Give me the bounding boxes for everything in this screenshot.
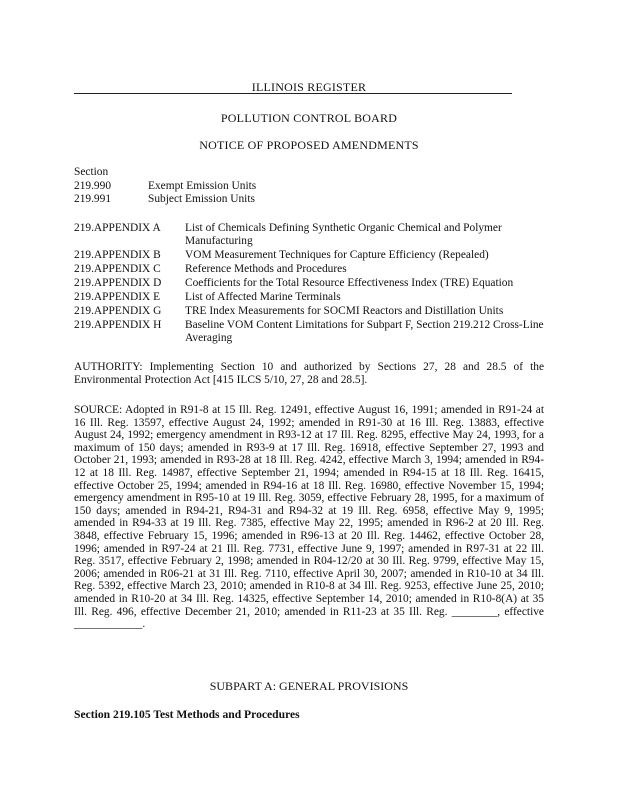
toc-appendix-number: 219.APPENDIX G (74, 305, 162, 317)
notice-title: NOTICE OF PROPOSED AMENDMENTS (199, 138, 419, 152)
toc-appendix-title: VOM Measurement Techniques for Capture Efficiency (Repealed) (185, 249, 489, 261)
toc-section-title: Subject Emission Units (148, 193, 255, 205)
toc-appendix-title: List of Affected Marine Terminals (185, 291, 341, 303)
source-paragraph: SOURCE: Adopted in R91-8 at 15 Ill. Reg. 12491, effective August 16, 1991; amended in R91-24 at 16 Ill. Reg. 13597, effective August 24, 1992; amended in R91-30 at 16 Ill. Reg. 13883, effective August 24, 1992; emergency amendment in R93-12 at 17 Ill. Reg. 8295, effective May 24, 1993, for a maximum of 150 days; amended in R93-9 at 17 Ill. Reg. 16918, effective September 27, 1993 and October 21, 1993; amended in R93-28 at 18 Ill. Reg. 4242, effective March 3, 1994; amended in R94-12 at 18 Ill. Reg. 14987, effective September 21, 1994; amended in R94-15 at 18 Ill. Reg. 16415, effective October 25, 1994; amended in R94-16 at 18 Ill. Reg. 16980, effective November 15, 1994; emergency amendment in R95-10 at 19 Ill. Reg. 3059, effective February 28, 1995, for a maximum of 150 days; amended in R94-21, R94-31 and R94-32 at 19 Ill. Reg. 6958, effective May 9, 1995; amended in R94-33 at 19 Ill. Reg. 7385, effective May 22, 1995; amended in R96-2 at 20 Ill. Reg. 3848, effective February 15, 1996; amended in R96-13 at 20 Ill. Reg. 14462, effective October 28, 1996; amended in R97-24 at 21 Ill. Reg. 7731, effective June 9, 1997; amended in R97-31 at 22 Ill. Reg. 3517, effective February 2, 1998; amended in R04-12/20 at 30 Ill. Reg. 9799, effective May 15, 2006; amended in R06-21 at 31 Ill. Reg. 7110, effective April 30, 2007; amended in R10-10 at 34 Ill. Reg. 5392, effective March 23, 2010; amended in R10-8 at 34 Ill. Reg. 9253, effective June 25, 2010; amended in R10-20 at 34 Ill. Reg. 14325, effective September 14, 2010; amended in R10-8(A) at 35 Ill. Reg. 496, effective December 21, 2010; amended in R11-23 at 35 Ill. Reg. ________, effective ____________. (74, 404, 544, 631)
toc-appendix-title: List of Chemicals Defining Synthetic Organic Chemical and Polymer Manufacturing (185, 222, 502, 247)
toc-appendix-number: 219.APPENDIX D (74, 277, 162, 289)
toc-section-number: 219.991 (74, 193, 112, 205)
toc-appendix-title: Reference Methods and Procedures (185, 263, 347, 275)
section-label: Section (74, 166, 109, 178)
subpart-heading: SUBPART A: GENERAL PROVISIONS (209, 679, 409, 693)
section-heading: Section 219.105 Test Methods and Procedures (74, 708, 300, 721)
toc-appendix-title: TRE Index Measurements for SOCMI Reactors and Distillation Units (185, 305, 504, 317)
board-title: POLLUTION CONTROL BOARD (220, 111, 398, 125)
register-title: ILLINOIS REGISTER (251, 80, 367, 94)
toc-appendix-number: 219.APPENDIX B (74, 249, 161, 261)
authority-paragraph: AUTHORITY: Implementing Section 10 and authorized by Sections 27, 28 and 28.5 of the Environmental Protection Act [415 ILCS 5/10, 27, 28 and 28.5]. (74, 361, 544, 386)
toc-appendix-number: 219.APPENDIX E (74, 291, 161, 303)
toc-appendix-number: 219.APPENDIX C (74, 263, 161, 275)
toc-appendix-number: 219.APPENDIX A (74, 222, 161, 234)
toc-section-number: 219.990 (74, 180, 112, 192)
toc-appendix-title: Baseline VOM Content Limitations for Subpart F, Section 219.212 Cross-Line Averaging (185, 319, 544, 344)
toc-section-title: Exempt Emission Units (148, 180, 257, 192)
toc-appendix-number: 219.APPENDIX H (74, 319, 162, 331)
toc-appendix-title: Coefficients for the Total Resource Effectiveness Index (TRE) Equation (185, 277, 514, 289)
